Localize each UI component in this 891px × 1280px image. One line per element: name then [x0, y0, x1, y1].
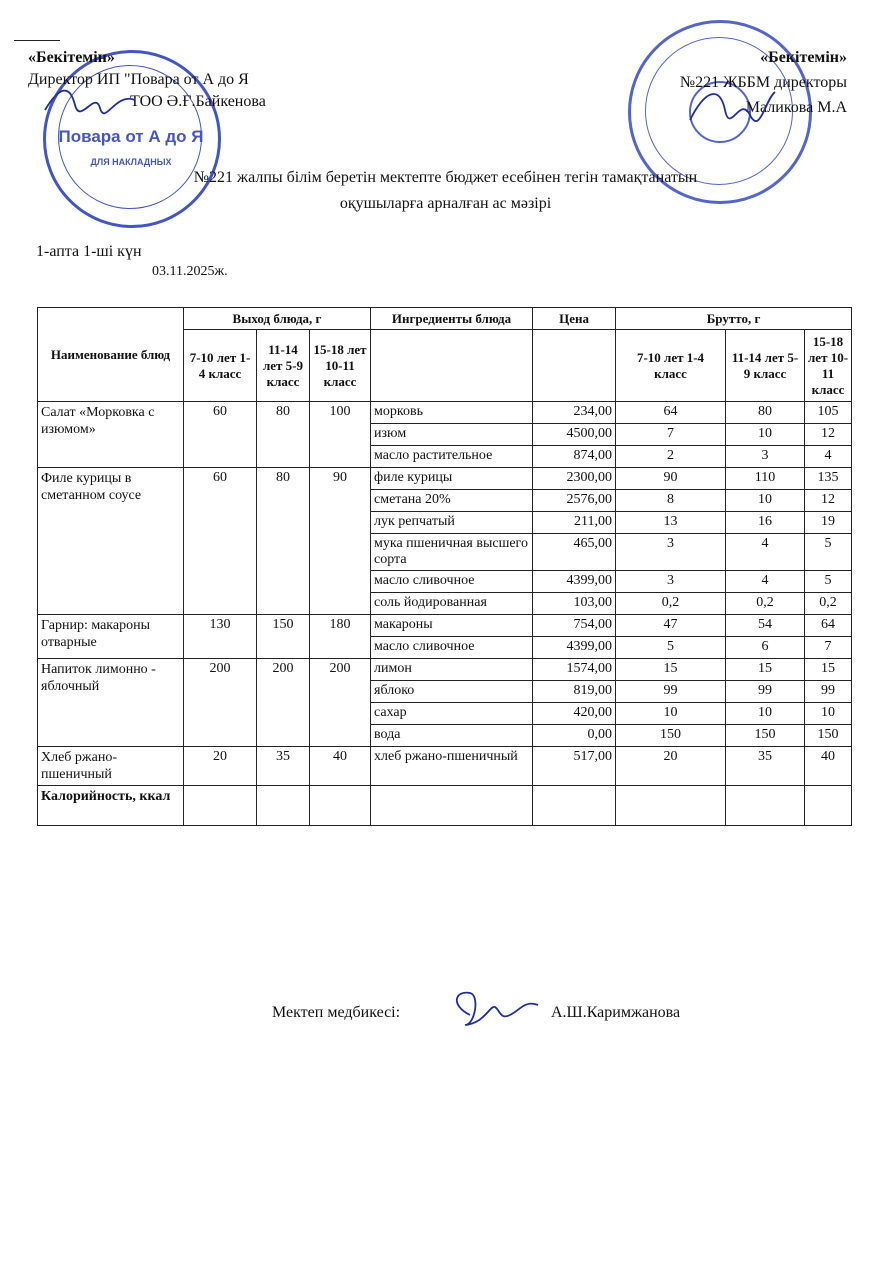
brutto-g3: 4: [805, 446, 852, 468]
brutto-g1: 47: [616, 615, 726, 637]
ingredient-name: масло сливочное: [371, 571, 533, 593]
brutto-g3: 12: [805, 490, 852, 512]
ingredient-price: 1574,00: [533, 659, 616, 681]
ingredient-price: 4399,00: [533, 637, 616, 659]
ingredient-name: филе курицы: [371, 468, 533, 490]
brutto-g2: 99: [726, 681, 805, 703]
stamp-subtitle: ДЛЯ НАКЛАДНЫХ: [90, 157, 172, 167]
dish-output-g3: 100: [310, 402, 371, 468]
stamp-company-name: Повара от А до Я: [58, 127, 204, 146]
brutto-g3: 105: [805, 402, 852, 424]
top-rule: [14, 40, 60, 41]
dish-output-g2: 200: [257, 659, 310, 747]
dish-name: Салат «Морковка с изюмом»: [38, 402, 184, 468]
dish-output-g1: 60: [184, 468, 257, 615]
brutto-g1: 10: [616, 703, 726, 725]
brutto-g3: 40: [805, 747, 852, 786]
brutto-g1: 0,2: [616, 593, 726, 615]
dish-output-g3: 40: [310, 747, 371, 786]
ingredient-price: 234,00: [533, 402, 616, 424]
nurse-name: А.Ш.Каримжанова: [551, 1004, 681, 1021]
ingredient-name: макароны: [371, 615, 533, 637]
brutto-g1: 8: [616, 490, 726, 512]
brutto-g3: 150: [805, 725, 852, 747]
header-output-g1: 7-10 лет 1-4 класс: [184, 330, 257, 402]
dish-name: Филе курицы в сметанном соусе: [38, 468, 184, 615]
brutto-g3: 0,2: [805, 593, 852, 615]
calories-cell: [310, 786, 371, 826]
dish-output-g2: 150: [257, 615, 310, 659]
brutto-g3: 19: [805, 512, 852, 534]
calories-cell: [257, 786, 310, 826]
ingredient-name: сахар: [371, 703, 533, 725]
calories-cell: [616, 786, 726, 826]
brutto-g1: 150: [616, 725, 726, 747]
dish-name: Напиток лимонно - яблочный: [38, 659, 184, 747]
brutto-g1: 15: [616, 659, 726, 681]
header-output-g2: 11-14 лет 5-9 класс: [257, 330, 310, 402]
brutto-g2: 10: [726, 424, 805, 446]
ingredient-name: соль йодированная: [371, 593, 533, 615]
nurse-label: Мектеп медбикесі:: [272, 1004, 401, 1021]
brutto-g2: 15: [726, 659, 805, 681]
brutto-g3: 10: [805, 703, 852, 725]
calories-cell: [726, 786, 805, 826]
calories-cell: [533, 786, 616, 826]
dish-output-g1: 60: [184, 402, 257, 468]
ingredient-price: 2576,00: [533, 490, 616, 512]
brutto-g2: 35: [726, 747, 805, 786]
header-brutto-g3: 15-18 лет 10-11 класс: [805, 330, 852, 402]
week-day: 1-апта 1-ші күн: [36, 243, 142, 260]
brutto-g1: 2: [616, 446, 726, 468]
ingredient-price: 754,00: [533, 615, 616, 637]
dish-output-g2: 80: [257, 402, 310, 468]
dish-output-g3: 90: [310, 468, 371, 615]
ingredient-name: морковь: [371, 402, 533, 424]
ingredient-price: 465,00: [533, 534, 616, 571]
brutto-g2: 0,2: [726, 593, 805, 615]
ingredient-name: сметана 20%: [371, 490, 533, 512]
brutto-g3: 12: [805, 424, 852, 446]
director-signature-right: [680, 80, 780, 130]
dish-output-g2: 35: [257, 747, 310, 786]
brutto-g2: 10: [726, 490, 805, 512]
header-brutto: Брутто, г: [616, 308, 852, 330]
table-row: [38, 615, 852, 637]
ingredient-name: изюм: [371, 424, 533, 446]
ingredient-name: лимон: [371, 659, 533, 681]
document-title: [0, 165, 891, 217]
ingredient-price: 819,00: [533, 681, 616, 703]
brutto-g2: 80: [726, 402, 805, 424]
dish-output-g1: 130: [184, 615, 257, 659]
brutto-g3: 64: [805, 615, 852, 637]
table-row: [38, 747, 852, 786]
ingredient-name: лук репчатый: [371, 512, 533, 534]
calories-cell: [184, 786, 257, 826]
approve-heading-left: «Бекітемін»: [28, 49, 115, 66]
ingredient-price: 4399,00: [533, 571, 616, 593]
ingredient-name: хлеб ржано-пшеничный: [371, 747, 533, 786]
header-price-empty: [533, 330, 616, 402]
director-signature-left: [40, 80, 140, 120]
ingredient-name: вода: [371, 725, 533, 747]
brutto-g3: 15: [805, 659, 852, 681]
brutto-g1: 7: [616, 424, 726, 446]
ingredient-price: 4500,00: [533, 424, 616, 446]
approve-heading-right: «Бекітемін»: [760, 49, 847, 66]
brutto-g3: 5: [805, 571, 852, 593]
brutto-g3: 135: [805, 468, 852, 490]
approve-left-signer: ТОО Ә.Ғ.Байкенова: [130, 93, 266, 110]
header-ingredients-empty: [371, 330, 533, 402]
calories-cell: [805, 786, 852, 826]
brutto-g2: 3: [726, 446, 805, 468]
header-price: Цена: [533, 308, 616, 330]
brutto-g1: 90: [616, 468, 726, 490]
ingredient-price: 420,00: [533, 703, 616, 725]
ingredient-name: масло растительное: [371, 446, 533, 468]
header-brutto-g2: 11-14 лет 5-9 класс: [726, 330, 805, 402]
menu-body: [38, 402, 852, 786]
brutto-g1: 3: [616, 571, 726, 593]
dish-output-g3: 180: [310, 615, 371, 659]
ingredient-name: мука пшеничная высшего сорта: [371, 534, 533, 571]
dish-output-g1: 200: [184, 659, 257, 747]
header-output-g3: 15-18 лет 10-11 класс: [310, 330, 371, 402]
brutto-g1: 13: [616, 512, 726, 534]
dish-name: Хлеб ржано-пшеничный: [38, 747, 184, 786]
nurse-signature: [440, 985, 540, 1035]
dish-output-g2: 80: [257, 468, 310, 615]
brutto-g2: 4: [726, 534, 805, 571]
brutto-g3: 7: [805, 637, 852, 659]
table-row: [38, 402, 852, 424]
brutto-g2: 10: [726, 703, 805, 725]
brutto-g3: 99: [805, 681, 852, 703]
title-line-2: оқушыларға арналған ас мәзірі: [339, 195, 552, 212]
ingredient-name: масло сливочное: [371, 637, 533, 659]
dish-output-g1: 20: [184, 747, 257, 786]
dish-output-g3: 200: [310, 659, 371, 747]
header-dish-name: Наименование блюд: [38, 308, 184, 402]
header-output: Выход блюда, г: [184, 308, 371, 330]
ingredient-price: 2300,00: [533, 468, 616, 490]
ingredient-price: 103,00: [533, 593, 616, 615]
brutto-g2: 150: [726, 725, 805, 747]
brutto-g2: 6: [726, 637, 805, 659]
brutto-g1: 20: [616, 747, 726, 786]
ingredient-price: 874,00: [533, 446, 616, 468]
ingredient-price: 517,00: [533, 747, 616, 786]
calories-label: Калорийность, ккал: [38, 786, 184, 826]
ingredient-price: 211,00: [533, 512, 616, 534]
calories-cell: [371, 786, 533, 826]
brutto-g1: 5: [616, 637, 726, 659]
ingredient-name: яблоко: [371, 681, 533, 703]
title-line-1: №221 жалпы білім беретін мектепте бюджет есебінен тегін тамақтанатын: [193, 169, 698, 186]
ingredient-price: 0,00: [533, 725, 616, 747]
approve-right-signer: Маликова М.А: [745, 99, 847, 116]
brutto-g1: 3: [616, 534, 726, 571]
dish-name: Гарнир: макароны отварные: [38, 615, 184, 659]
brutto-g3: 5: [805, 534, 852, 571]
brutto-g2: 110: [726, 468, 805, 490]
brutto-g2: 16: [726, 512, 805, 534]
header-brutto-g1: 7-10 лет 1-4 класс: [616, 330, 726, 402]
brutto-g1: 99: [616, 681, 726, 703]
header-ingredients: Ингредиенты блюда: [371, 308, 533, 330]
brutto-g1: 64: [616, 402, 726, 424]
table-row: [38, 468, 852, 490]
brutto-g2: 54: [726, 615, 805, 637]
menu-date: 03.11.2025ж.: [152, 264, 228, 279]
approve-left-position: Директор ИП "Повара от А до Я: [28, 71, 249, 88]
approve-right-position: №221 ЖББМ директоры: [679, 74, 847, 91]
menu-table: [37, 307, 852, 826]
brutto-g2: 4: [726, 571, 805, 593]
table-row: [38, 659, 852, 681]
